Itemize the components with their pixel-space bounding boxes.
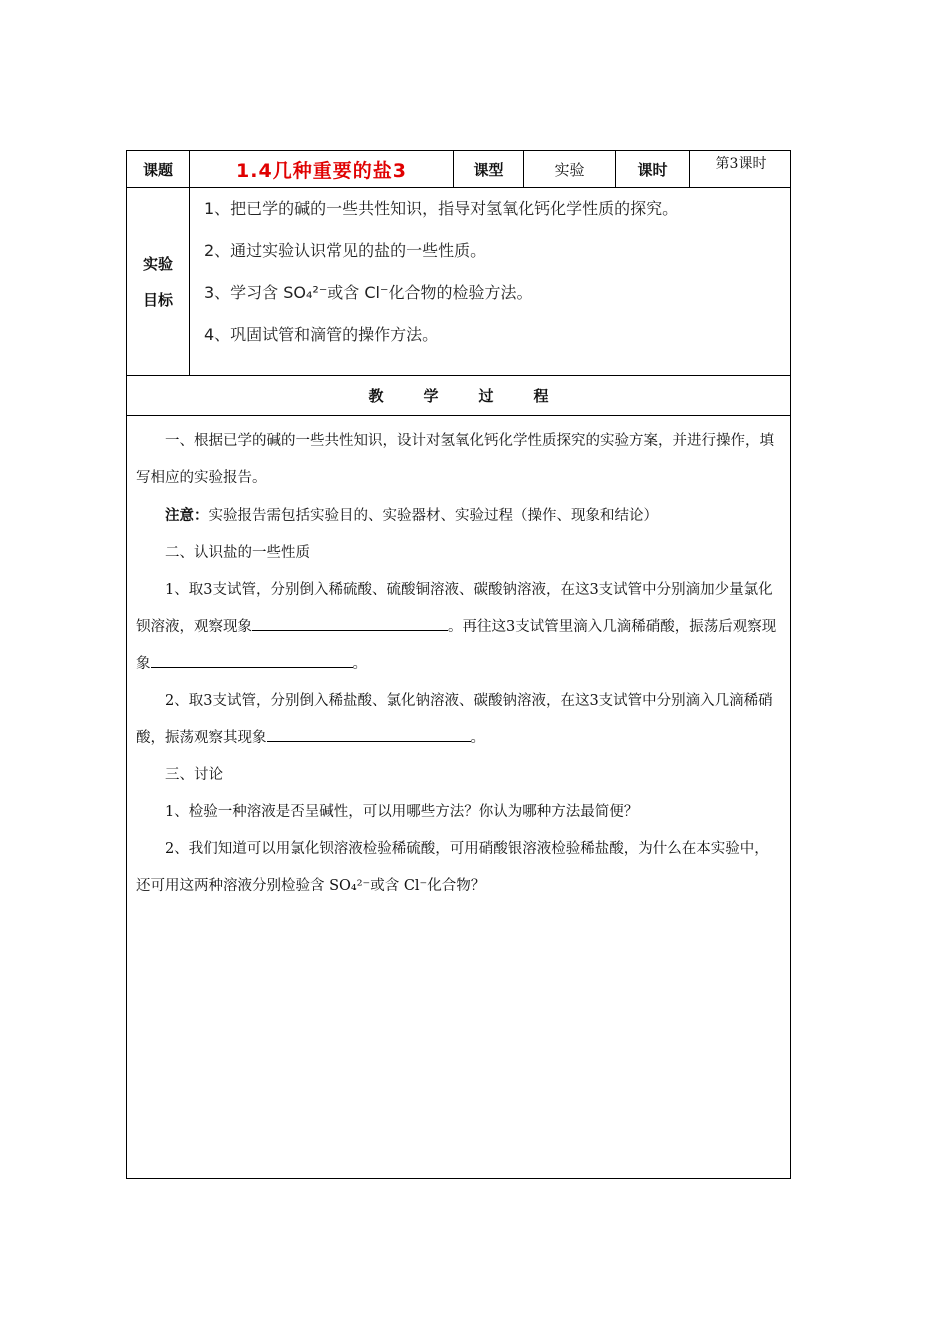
- topic-cell: [190, 151, 454, 187]
- section-2-item-1: [136, 572, 782, 683]
- process-content: [136, 423, 782, 905]
- period-label: 课时: [616, 151, 690, 187]
- type-label: 课型: [454, 151, 524, 187]
- header-row: [127, 151, 790, 188]
- answer-blank[interactable]: [151, 653, 353, 668]
- objectives-label: [127, 188, 190, 375]
- objectives-label-line1: 实验: [142, 254, 173, 273]
- type-value: 实验: [524, 151, 616, 187]
- objective-item: 2、通过实验认识常见的盐的一些性质。: [204, 241, 487, 260]
- section-3-item-2: 2、我们知道可以用氯化钡溶液检验稀硫酸，可用硝酸银溶液检验稀盐酸，为什么在本实验中，还可用这两种溶液分别检验含 SO₄²⁻或含 Cl⁻化合物？: [136, 841, 769, 894]
- process-heading-row: [127, 376, 790, 416]
- lesson-title: 1.4几种重要的盐3: [236, 159, 407, 182]
- section-2-item-2: [136, 683, 782, 757]
- objectives-list: [190, 188, 790, 375]
- section-3-item-1: 1、检验一种溶液是否呈碱性，可以用哪些方法？你认为哪种方法最简便？: [165, 804, 639, 820]
- section-1-paragraph: 一、根据已学的碱的一些共性知识，设计对氢氧化钙化学性质探究的实验方案，并进行操作，填写相应的实验报告。: [136, 433, 774, 486]
- period-value: 第3课时: [715, 156, 767, 172]
- item-text: 。再往这3支试管里滴入几滴稀硝酸，振荡后观察现象: [136, 619, 777, 672]
- note-label: 注意：: [165, 507, 209, 524]
- objective-item: 4、巩固试管和滴管的操作方法。: [204, 325, 439, 344]
- objective-item: 3、学习含 SO₄²⁻或含 Cl⁻化合物的检验方法。: [204, 283, 533, 302]
- item-text: 1、取3支试管，分别倒入稀硫酸、硫酸铜溶液、碳酸钠溶液，在这3支试管中分别滴加少量氯化钡溶液，观察现象: [136, 582, 773, 635]
- item-text: 2、取3支试管，分别倒入稀盐酸、氯化钠溶液、碳酸钠溶液，在这3支试管中分别滴入几滴稀硝酸，振荡观察其现象: [136, 693, 773, 746]
- lesson-plan-table: [126, 150, 791, 1179]
- process-heading: 教学过程: [368, 387, 589, 405]
- objectives-row: [127, 188, 790, 376]
- item-text: 。: [352, 656, 367, 672]
- answer-blank[interactable]: [267, 727, 471, 742]
- note-paragraph: [136, 497, 782, 535]
- item-text: 。: [470, 730, 485, 746]
- objectives-label-line2: 目标: [142, 290, 173, 309]
- topic-label: 课题: [127, 151, 190, 187]
- objective-item: 1、把已学的碱的一些共性知识，指导对氢氧化钙化学性质的探究。: [204, 199, 679, 218]
- answer-blank[interactable]: [252, 616, 448, 631]
- section-3-title: 三、讨论: [165, 767, 223, 783]
- section-2-title: 二、认识盐的一些性质: [165, 545, 310, 561]
- note-text: 实验报告需包括实验目的、实验器材、实验过程（操作、现象和结论）: [208, 508, 658, 524]
